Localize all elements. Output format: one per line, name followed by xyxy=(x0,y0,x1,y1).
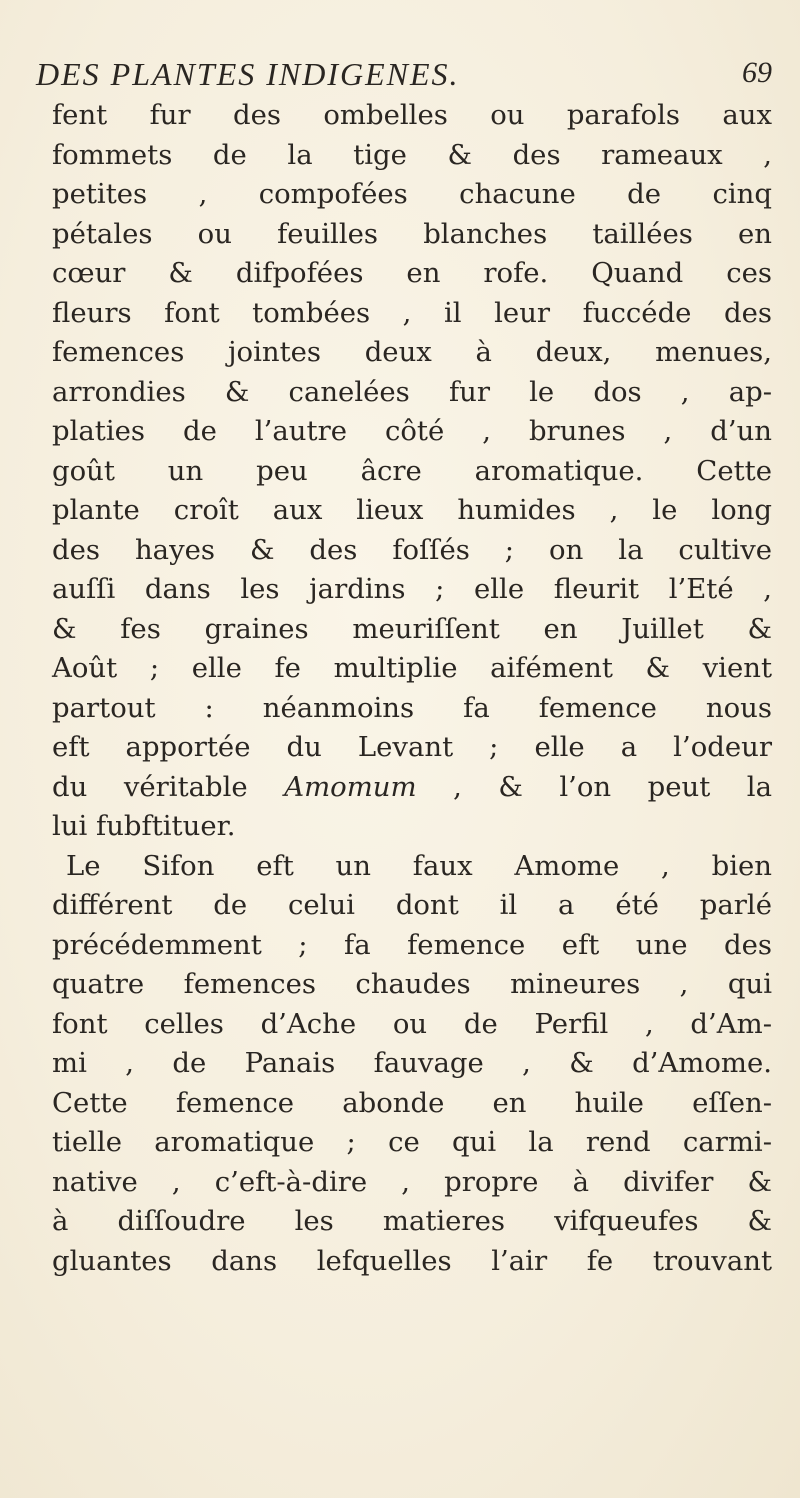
page-header xyxy=(30,56,772,100)
text-line: & fes graines meuriſſent en Juillet & xyxy=(52,612,772,645)
text-line: précédemment ; fa femence eft une des xyxy=(52,928,772,961)
text-line: native , c’eft-à-dire , propre à divifer & xyxy=(52,1165,772,1198)
text-line xyxy=(52,768,772,808)
text-line: fommets de la tige & des rameaux , xyxy=(52,138,772,171)
text-line: petites , compofées chacune de cinq xyxy=(52,178,772,210)
text-line: à diſſoudre les matieres vifqueufes & xyxy=(52,1205,772,1237)
text-line: différent de celui dont il a été parlé xyxy=(52,889,772,921)
text-line: mi , de Panais fauvage , & d’Amome. xyxy=(52,1047,772,1079)
text-line: des hayes & des foſſés ; on la cultive xyxy=(52,533,772,566)
text-line: arrondies & canelées fur le dos , ap- xyxy=(52,375,772,408)
text-line: partout : néanmoins fa femence nous xyxy=(52,691,772,724)
text-line: goût un peu âcre aromatique. Cette xyxy=(52,454,772,487)
text-line: tielle aromatique ; ce qui la rend carmi- xyxy=(52,1126,772,1158)
text-line: quatre femences chaudes mineures , qui xyxy=(52,968,772,1000)
text-line: fleurs font tombées , il leur fuccéde des xyxy=(52,296,772,329)
body-text xyxy=(52,96,772,1281)
text-line: auſſi dans les jardins ; elle fleurit l’Eté , xyxy=(52,573,772,605)
text-line: lui fubftituer. xyxy=(52,810,236,842)
text-line: Août ; elle fe multiplie aifément & vient xyxy=(52,652,772,684)
text-line: femences jointes deux à deux, menues, xyxy=(52,336,772,368)
running-head: DES PLANTES INDIGENES. xyxy=(36,56,460,92)
text-line: Cette femence abonde en huile eſſen- xyxy=(52,1086,772,1119)
italic-term-amomum: Amomum xyxy=(284,770,417,803)
text-line: eft apportée du Levant ; elle a l’odeur xyxy=(52,731,772,763)
text-line: cœur & difpofées en rofe. Quand ces xyxy=(52,257,772,289)
text-segment: du véritable xyxy=(52,770,285,803)
text-line: font celles d’Ache ou de Perfil , d’Am- xyxy=(52,1007,772,1040)
paragraph-first-line: Le Sifon eft un faux Amome , bien xyxy=(66,849,772,882)
text-line: platies de l’autre côté , brunes , d’un xyxy=(52,415,772,447)
text-line: fent fur des ombelles ou parafols aux xyxy=(52,99,772,131)
text-segment: , & l’on peut la xyxy=(416,770,773,803)
page-number: 69 xyxy=(742,56,772,89)
text-line: gluantes dans lefquelles l’air fe trouvant xyxy=(52,1244,772,1277)
text-line: plante croît aux lieux humides , le long xyxy=(52,494,772,526)
text-line: pétales ou feuilles blanches taillées en xyxy=(52,217,772,250)
